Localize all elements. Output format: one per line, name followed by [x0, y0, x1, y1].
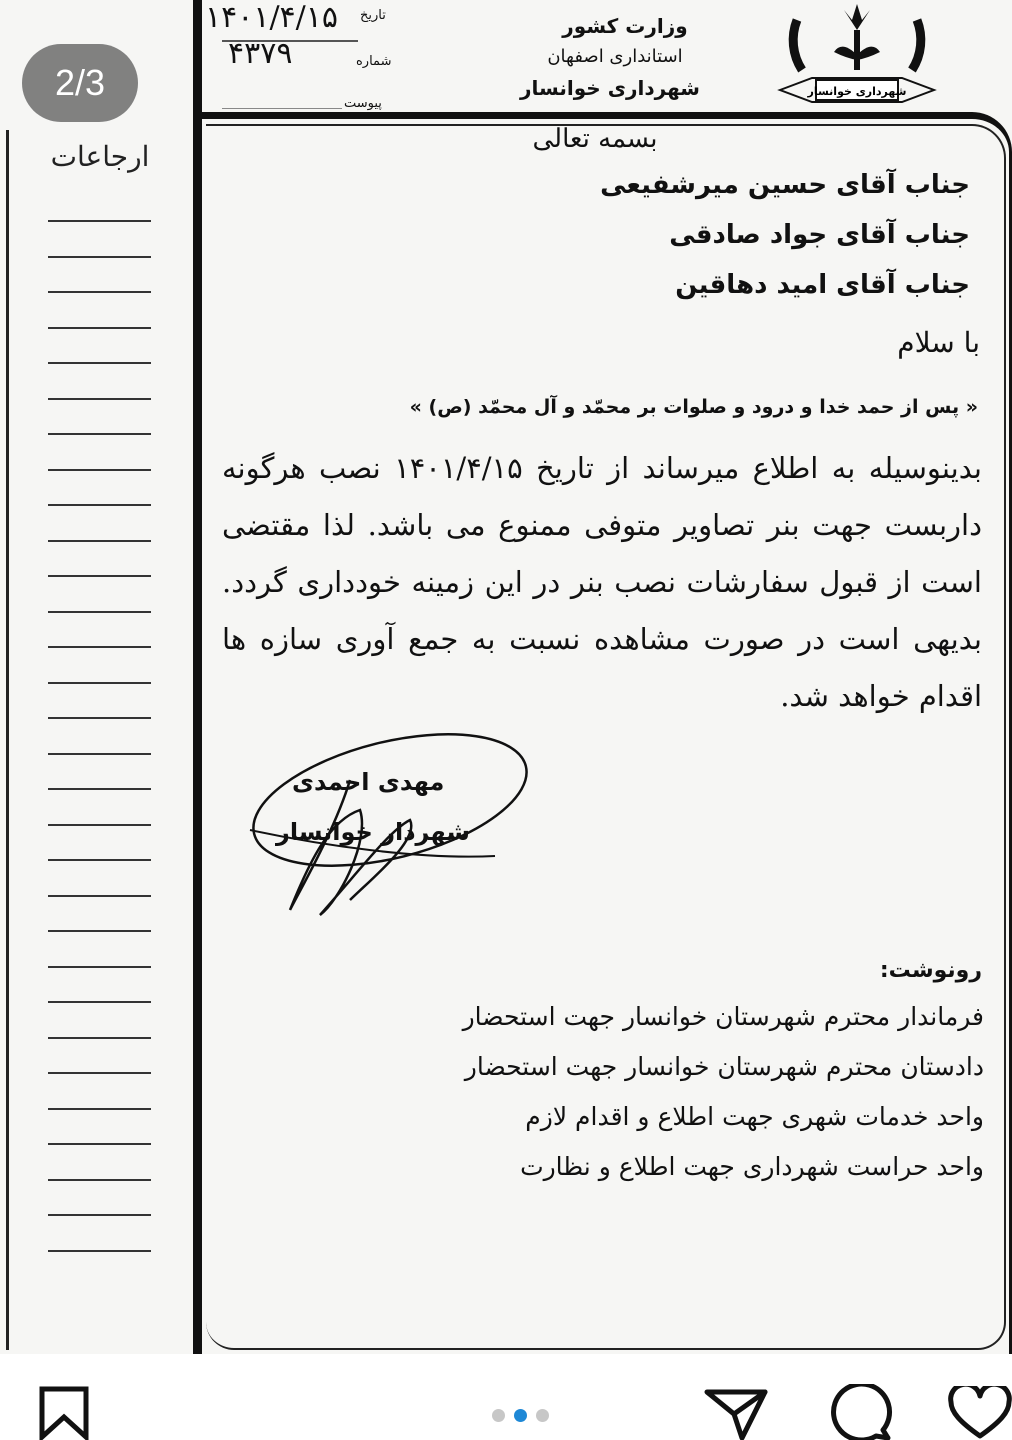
municipality-logo: [772, 0, 942, 110]
margin-rule-line: [48, 256, 151, 258]
margin-rule-line: [48, 788, 151, 790]
date-label: تاریخ: [360, 8, 386, 23]
cc-item-2: دادستان محترم شهرستان خوانسار جهت استحضار: [464, 1052, 984, 1081]
margin-rule-line: [48, 504, 151, 506]
margin-rule-line: [48, 682, 151, 684]
recipient-3: جناب آقای امید دهاقین: [675, 270, 970, 300]
attachment-underline: [222, 108, 342, 109]
margin-rule-line: [48, 575, 151, 577]
comment-icon[interactable]: [828, 1384, 894, 1440]
recipient-2: جناب آقای جواد صادقی: [669, 220, 970, 250]
margin-rule-line: [48, 1250, 151, 1252]
cc-item-1: فرماندار محترم شهرستان خوانسار جهت استحضار: [462, 1002, 984, 1031]
number-label: شماره: [356, 54, 392, 69]
org-province: استانداری اصفهان: [547, 46, 683, 67]
margin-border: [193, 0, 202, 1354]
margin-title: ارجاعات: [50, 140, 150, 173]
invocation: بسمه تعالی: [532, 124, 658, 154]
heart-icon[interactable]: [948, 1386, 1012, 1440]
org-ministry: وزارت کشور: [562, 14, 688, 38]
margin-rule-line: [48, 1108, 151, 1110]
margin-rule-line: [48, 220, 151, 222]
edge-line: [6, 130, 9, 1350]
margin-rule-line: [48, 362, 151, 364]
send-icon[interactable]: [704, 1388, 768, 1440]
carousel-dots: [492, 1409, 549, 1422]
cc-item-4: واحد حراست شهرداری جهت اطلاع و نظارت: [520, 1152, 984, 1181]
margin-rule-line: [48, 1001, 151, 1003]
carousel-dot-3[interactable]: [536, 1409, 549, 1422]
margin-rule-line: [48, 1143, 151, 1145]
margin-rule-line: [48, 753, 151, 755]
margin-rule-line: [48, 469, 151, 471]
margin-rule-line: [48, 540, 151, 542]
margin-rule-line: [48, 1179, 151, 1181]
bookmark-icon[interactable]: [38, 1386, 90, 1440]
date-value: ۱۴۰۱/۴/۱۵: [205, 0, 339, 35]
margin-rule-line: [48, 930, 151, 932]
margin-rule-line: [48, 824, 151, 826]
margin-rule-line: [48, 859, 151, 861]
margin-rule-line: [48, 966, 151, 968]
margin-rule-line: [48, 1037, 151, 1039]
number-value: ۴۳۷۹: [228, 36, 293, 71]
margin-rule-line: [48, 895, 151, 897]
attachment-label: پیوست: [344, 96, 382, 111]
carousel-counter: 2/3: [22, 44, 138, 122]
cc-item-3: واحد خدمات شهری جهت اطلاع و اقدام لازم: [525, 1102, 984, 1131]
carousel-dot-2[interactable]: [514, 1409, 527, 1422]
signer-title: شهردار خوانسار: [276, 818, 470, 846]
greeting: با سلام: [897, 326, 980, 359]
letter-body: بدینوسیله به اطلاع میرساند از تاریخ ۱۴۰۱/۴/۱۵ نصب هرگونه داربست جهت بنر تصاویر متوفی ممنوع می باشد. لذا مقتضی است از قبول سفارشات نصب بنر در این زمینه خودداری گردد. بدیهی است در صورت مشاهده نسبت به جمع آوری سازه ها اقدام خواهد شد.: [222, 451, 982, 713]
margin-rule-line: [48, 398, 151, 400]
margin-rule-line: [48, 717, 151, 719]
cc-title: رونوشت:: [879, 958, 982, 983]
margin-rule-line: [48, 291, 151, 293]
margin-rule-line: [48, 1072, 151, 1074]
margin-rule-line: [48, 646, 151, 648]
org-municipality: شهرداری خوانسار: [520, 76, 700, 100]
praise-line: « پس از حمد خدا و درود و صلوات بر محمّد و آل محمّد (ص) »: [409, 396, 978, 418]
margin-rule-line: [48, 433, 151, 435]
signer-name: مهدی احمدی: [292, 768, 445, 796]
recipient-1: جناب آقای حسین میرشفیعی: [600, 170, 970, 200]
margin-rule-line: [48, 1214, 151, 1216]
margin-rule-line: [48, 327, 151, 329]
margin-rule-line: [48, 611, 151, 613]
logo-text: شهرداری خوانسار: [807, 85, 907, 98]
carousel-dot-1[interactable]: [492, 1409, 505, 1422]
